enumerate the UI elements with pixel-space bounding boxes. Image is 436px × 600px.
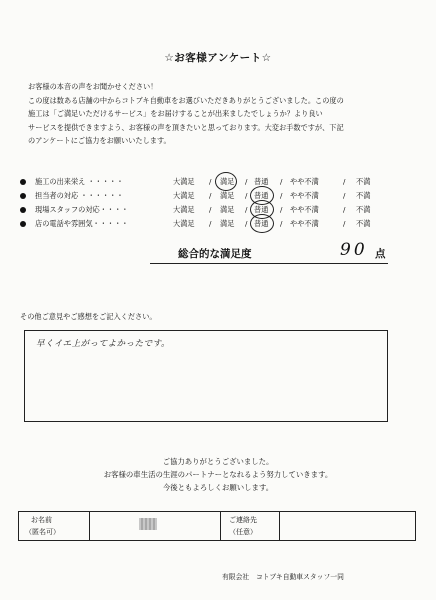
thanks-message <box>0 456 436 494</box>
overall-satisfaction-label: 総合的な満足度 <box>178 248 252 260</box>
thanks-line: お客様の車生活の生涯のパートナーとなれるよう努力していきます。 <box>103 469 333 479</box>
name-label: お名前 <box>31 516 52 524</box>
rating-row <box>20 177 430 189</box>
rating-question: 現場スタッフの対応・・・・ <box>35 205 129 214</box>
rating-option[interactable]: 満足 <box>220 177 235 186</box>
rating-option[interactable]: 不満 <box>356 191 371 200</box>
option-separator: / <box>343 191 346 200</box>
contact-optional-note: （任意） <box>229 528 257 536</box>
selected-circle-mark <box>250 214 274 233</box>
rating-option[interactable]: 満足 <box>220 191 235 200</box>
selected-circle-mark <box>215 172 237 191</box>
rating-option[interactable]: 大満足 <box>173 205 195 214</box>
rating-option[interactable]: 満足 <box>220 219 235 228</box>
thanks-line: 今後ともよろしくお願いします。 <box>162 482 274 492</box>
overall-satisfaction-value[interactable]: 90 <box>340 240 368 260</box>
bullet-icon <box>20 179 26 185</box>
rating-question: 担当者の対応 ・・・・・・ <box>35 191 124 200</box>
option-separator: / <box>343 219 346 228</box>
option-separator: / <box>245 219 248 228</box>
option-separator: / <box>245 191 248 200</box>
name-label-cell <box>19 512 90 540</box>
comment-handwriting: 早くイエ上がってよかったです。 <box>36 339 170 349</box>
option-separator: / <box>209 219 212 228</box>
rating-option[interactable]: 不満 <box>356 205 371 214</box>
rating-option[interactable]: 普通 <box>254 191 269 200</box>
rating-option[interactable]: 普通 <box>254 177 269 186</box>
option-separator: / <box>343 205 346 214</box>
rating-option[interactable]: やや不満 <box>290 205 319 214</box>
rating-option[interactable]: 満足 <box>220 205 235 214</box>
redacted-name <box>139 518 157 530</box>
rating-row <box>20 205 430 217</box>
option-separator: / <box>280 205 283 214</box>
rating-option[interactable]: やや不満 <box>290 177 319 186</box>
rating-option[interactable]: やや不満 <box>290 219 319 228</box>
intro-line: 施工は「ご満足いただけるサービス」をお届けすることが出来ましたでしょうか？より良い <box>28 109 323 119</box>
option-separator: / <box>209 191 212 200</box>
survey-title: ☆お客様アンケート☆ <box>164 52 272 64</box>
option-separator: / <box>245 177 248 186</box>
rating-option[interactable]: 不満 <box>356 219 371 228</box>
rating-row <box>20 219 430 231</box>
bullet-icon <box>20 221 26 227</box>
option-separator: / <box>280 219 283 228</box>
name-anonymous-note: （匿名可） <box>25 528 60 536</box>
option-separator: / <box>209 205 212 214</box>
option-separator: / <box>343 177 346 186</box>
option-separator: / <box>280 177 283 186</box>
footer-signature: 有限会社 コトブキ自動車スタッフ一同 <box>222 573 344 581</box>
rating-option[interactable]: 大満足 <box>173 177 195 186</box>
contact-label: ご連絡先 <box>229 516 257 524</box>
intro-line: この度は数ある店舗の中からコトブキ自動車をお選びいただきありがとうございました。この度の <box>28 95 344 105</box>
rating-option[interactable]: 大満足 <box>173 191 195 200</box>
intro-line: お客様の本音の声をお聞かせください！ <box>28 82 158 91</box>
comment-prompt: その他ご意見やご感想をご記入ください。 <box>20 312 157 321</box>
rating-row <box>20 191 430 203</box>
thanks-line: ご協力ありがとうございました。 <box>162 457 274 466</box>
customer-info-table <box>18 511 416 541</box>
option-separator: / <box>245 205 248 214</box>
overall-underline <box>150 263 388 264</box>
option-separator: / <box>209 177 212 186</box>
rating-option[interactable]: 普通 <box>254 219 269 228</box>
rating-option[interactable]: 大満足 <box>173 219 195 228</box>
option-separator: / <box>280 191 283 200</box>
contact-label-cell <box>221 512 280 540</box>
rating-option[interactable]: 普通 <box>254 205 269 214</box>
intro-line: のアンケートにご協力をお願いいたします。 <box>28 136 171 146</box>
intro-line: サービスを提供できますよう、お客様の声を頂きたいと思っております。大変お手数ですが、下記 <box>28 122 344 132</box>
intro-text <box>28 80 420 148</box>
rating-question: 店の電話や雰囲気・・・・・ <box>35 219 129 228</box>
rating-option[interactable]: 不満 <box>356 177 371 186</box>
bullet-icon <box>20 193 26 199</box>
rating-option[interactable]: やや不満 <box>290 191 319 200</box>
bullet-icon <box>20 207 26 213</box>
overall-satisfaction-unit: 点 <box>375 248 386 260</box>
name-field[interactable] <box>90 512 221 540</box>
contact-field[interactable] <box>280 512 414 540</box>
rating-question: 施工の出来栄え ・・・・・ <box>35 177 124 186</box>
